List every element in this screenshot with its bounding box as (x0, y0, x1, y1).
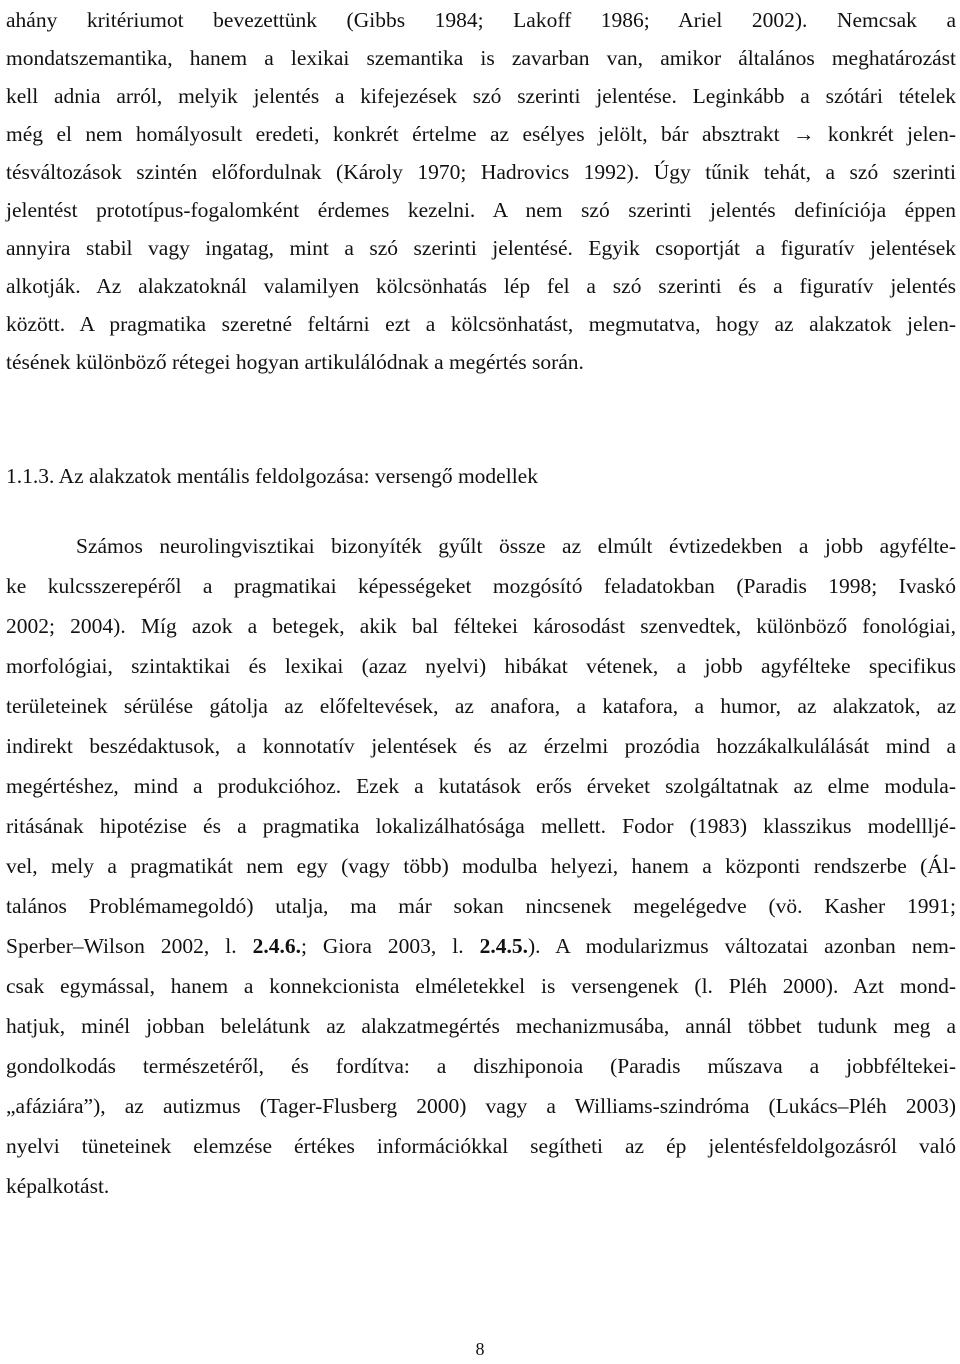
paragraph-1-line-4: még el nem homályosult eredeti, konkrét értelme az esélyes jelölt, bár absztrakt → konkrét jelen- (6, 122, 956, 146)
paragraph-1-line-5: tésváltozások szintén előfordulnak (Károly 1970; Hadrovics 1992). Úgy tűnik tehát, a szó szerinti (6, 160, 956, 184)
paragraph-2-line-1: Számos neurolingvisztikai bizonyíték gyűlt össze az elmúlt évtizedekben a jobb agyfélte- (76, 534, 956, 558)
paragraph-2-line-2: ke kulcsszerepéről a pragmatikai képességeket mozgósító feladatokban (Paradis 1998; Ivaskó (6, 574, 956, 598)
paragraph-1-line-2: mondatszemantika, hanem a lexikai szemantika is zavarban van, amikor általános meghatározást (6, 46, 956, 70)
paragraph-2-line-6: indirekt beszédaktusok, a konnotatív jelentések és az érzelmi prozódia hozzákalkulálását mind a (6, 734, 956, 758)
paragraph-1-line-3: kell adnia arról, melyik jelentés a kifejezések szó szerinti jelentése. Leginkább a szótári tételek (6, 84, 956, 108)
paragraph-1-line-1: ahány kritériumot bevezettünk (Gibbs 1984; Lakoff 1986; Ariel 2002). Nemcsak a (6, 8, 956, 32)
paragraph-2-line-11 (6, 926, 956, 966)
paragraph-1-line-8: alkotják. Az alakzatoknál valamilyen kölcsönhatás lép fel a szó szerinti és a figuratív jelentés (6, 274, 956, 298)
paragraph-1-line-10: tésének különböző rétegei hogyan artikulálódnak a megértés során. (6, 350, 584, 374)
paragraph-2-line-3: 2002; 2004). Míg azok a betegek, akik bal féltekei károsodást szenvedtek, különböző fonológiai, (6, 614, 956, 638)
paragraph-2-line-10: talános Problémamegoldó) utalja, ma már sokan nincsenek megelégedve (vö. Kasher 1991; (6, 894, 956, 918)
paragraph-2-line-13: hatjuk, minél jobban belelátunk az alakzatmegértés mechanizmusába, annál többet tudunk meg a (6, 1014, 956, 1038)
section-heading: 1.1.3. Az alakzatok mentális feldolgozása: versengő modellek (6, 464, 538, 488)
section-reference: 2.4.6. (252, 934, 301, 958)
paragraph-2-line-12: csak egymással, hanem a konnekcionista elméletekkel is versengenek (l. Pléh 2000). Azt mond- (6, 974, 956, 998)
paragraph-text: ). A modularizmus változatai azonban nem- (527, 934, 956, 958)
paragraph-2-line-5: területeinek sérülése gátolja az előfeltevések, az anafora, a katafora, a humor, az alakzatok, az (6, 694, 956, 718)
section-reference: 2.4.5. (479, 934, 528, 958)
paragraph-2-line-15: „afáziára”), az autizmus (Tager-Flusberg 2000) vagy a Williams-szindróma (Lukács–Pléh 2003) (6, 1094, 956, 1118)
paragraph-2-line-17: képalkotást. (6, 1174, 110, 1198)
paragraph-1-line-9: között. A pragmatika szeretné feltárni ezt a kölcsönhatást, megmutatva, hogy az alakzatok jelen- (6, 312, 956, 336)
paragraph-1-line-6: jelentést prototípus-fogalomként érdemes kezelni. A nem szó szerinti jelentés definíciója éppen (6, 198, 956, 222)
paragraph-1-line-7: annyira stabil vagy ingatag, mint a szó szerinti jelentésé. Egyik csoportját a figuratív jelentések (6, 236, 956, 260)
paragraph-2-line-7: megértéshez, mind a produkcióhoz. Ezek a kutatások erős érveket szolgáltatnak az elme modula- (6, 774, 956, 798)
paragraph-2-line-16: nyelvi tüneteinek elemzése értékes információkkal segítheti az ép jelentésfeldolgozásról való (6, 1134, 956, 1158)
paragraph-2-line-8: ritásának hipotézise és a pragmatika lokalizálhatósága mellett. Fodor (1983) klasszikus modellljé- (6, 814, 956, 838)
citation-text: Sperber–Wilson 2002, l. (6, 934, 253, 958)
document-page (6, 0, 956, 1364)
paragraph-2-line-4: morfológiai, szintaktikai és lexikai (azaz nyelvi) hibákat vétenek, a jobb agyfélteke specifikus (6, 654, 956, 678)
paragraph-2-line-14: gondolkodás természetéről, és fordítva: a diszhiponoia (Paradis műszava a jobbféltekei- (6, 1054, 956, 1078)
page-number: 8 (475, 1339, 485, 1359)
citation-text: ; Giora 2003, l. (300, 934, 480, 958)
paragraph-2-line-9: vel, mely a pragmatikát nem egy (vagy több) modulba helyezi, hanem a központi rendszerbe (Ál- (6, 854, 956, 878)
